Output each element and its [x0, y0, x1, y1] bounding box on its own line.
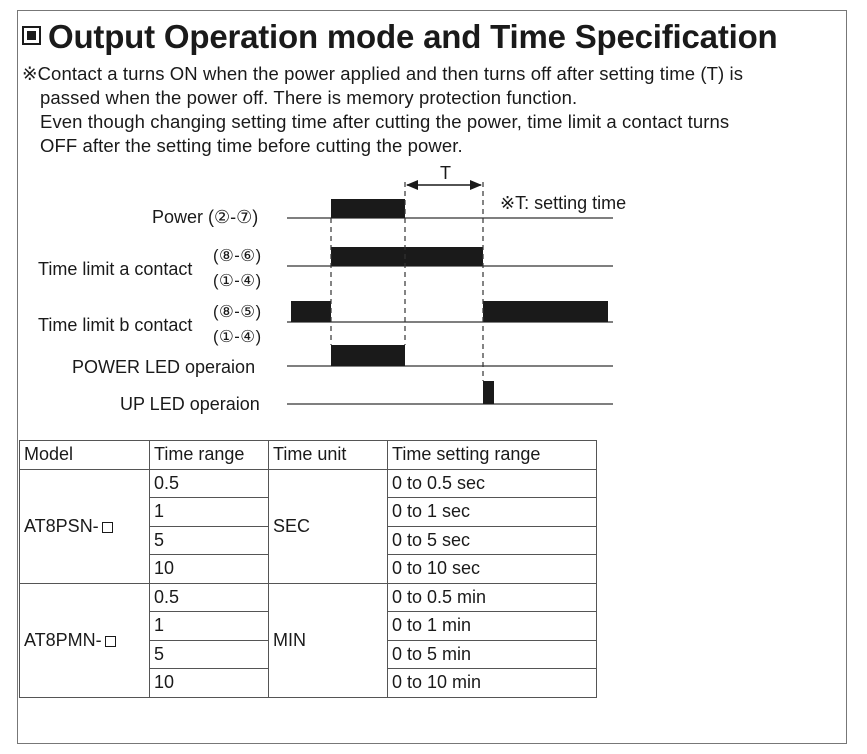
- table-row: [20, 583, 597, 612]
- table-row: [20, 469, 597, 498]
- contact-a-row-label: Time limit a contact: [38, 259, 193, 279]
- t-arrow-left: [406, 180, 418, 190]
- time-setting-cell: 0 to 1 sec: [388, 498, 597, 527]
- contact-a-pulse: [331, 247, 483, 266]
- time-setting-cell: 0 to 0.5 sec: [388, 469, 597, 498]
- time-setting-cell: 0 to 10 sec: [388, 555, 597, 584]
- time-range-cell: 0.5: [150, 583, 269, 612]
- description-line: OFF after the setting time before cutting the power.: [40, 135, 463, 156]
- time-range-cell: 1: [150, 612, 269, 641]
- time-setting-cell: 0 to 10 min: [388, 669, 597, 698]
- model-cell: [20, 583, 150, 697]
- header-time-setting-range: Time setting range: [388, 441, 597, 470]
- contact-b-pins-top: (⑧-⑤): [213, 303, 262, 321]
- description-line: passed when the power off. There is memory protection function.: [40, 87, 578, 108]
- description-line: ※Contact a turns ON when the power applied and then turns off after setting time (T) is: [22, 63, 744, 84]
- header-time-unit: Time unit: [269, 441, 388, 470]
- checkbox-square-icon: [102, 522, 113, 533]
- power-pulse: [331, 199, 405, 218]
- table-header-row: [20, 441, 597, 470]
- contact-b-pulse-right: [483, 301, 608, 322]
- t-label: T: [440, 163, 451, 183]
- section-title: Output Operation mode and Time Specification: [48, 18, 778, 55]
- time-unit-cell: SEC: [269, 469, 388, 583]
- checkbox-square-icon: [105, 636, 116, 647]
- time-unit-cell: MIN: [269, 583, 388, 697]
- setting-time-note: ※T: setting time: [500, 193, 627, 213]
- contact-b-pulse-left: [291, 301, 331, 322]
- time-setting-cell: 0 to 5 sec: [388, 526, 597, 555]
- time-range-cell: 10: [150, 669, 269, 698]
- contact-a-pins-bottom: (①-④): [213, 272, 262, 290]
- contact-b-row-label: Time limit b contact: [38, 315, 193, 335]
- spec-table: [19, 440, 597, 698]
- model-cell: [20, 469, 150, 583]
- time-range-cell: 1: [150, 498, 269, 527]
- contact-b-pins-bottom: (①-④): [213, 328, 262, 346]
- t-arrow-right: [470, 180, 482, 190]
- time-setting-cell: 0 to 5 min: [388, 640, 597, 669]
- power-row-label: Power (②-⑦): [152, 207, 259, 227]
- power-led-row-label: POWER LED operaion: [72, 357, 256, 377]
- time-range-cell: 5: [150, 526, 269, 555]
- contact-a-pins-top: (⑧-⑥): [213, 247, 262, 265]
- model-name: AT8PMN-: [24, 629, 102, 650]
- power-led-pulse: [331, 345, 405, 366]
- time-setting-cell: 0 to 0.5 min: [388, 583, 597, 612]
- up-led-row-label: UP LED operaion: [120, 394, 260, 414]
- time-range-cell: 5: [150, 640, 269, 669]
- time-setting-cell: 0 to 1 min: [388, 612, 597, 641]
- header-time-range: Time range: [150, 441, 269, 470]
- time-range-cell: 10: [150, 555, 269, 584]
- description-line: Even though changing setting time after cutting the power, time limit a contact turns: [40, 111, 730, 132]
- up-led-pulse: [483, 381, 494, 404]
- header-model: Model: [20, 441, 150, 470]
- model-name: AT8PSN-: [24, 515, 99, 536]
- time-range-cell: 0.5: [150, 469, 269, 498]
